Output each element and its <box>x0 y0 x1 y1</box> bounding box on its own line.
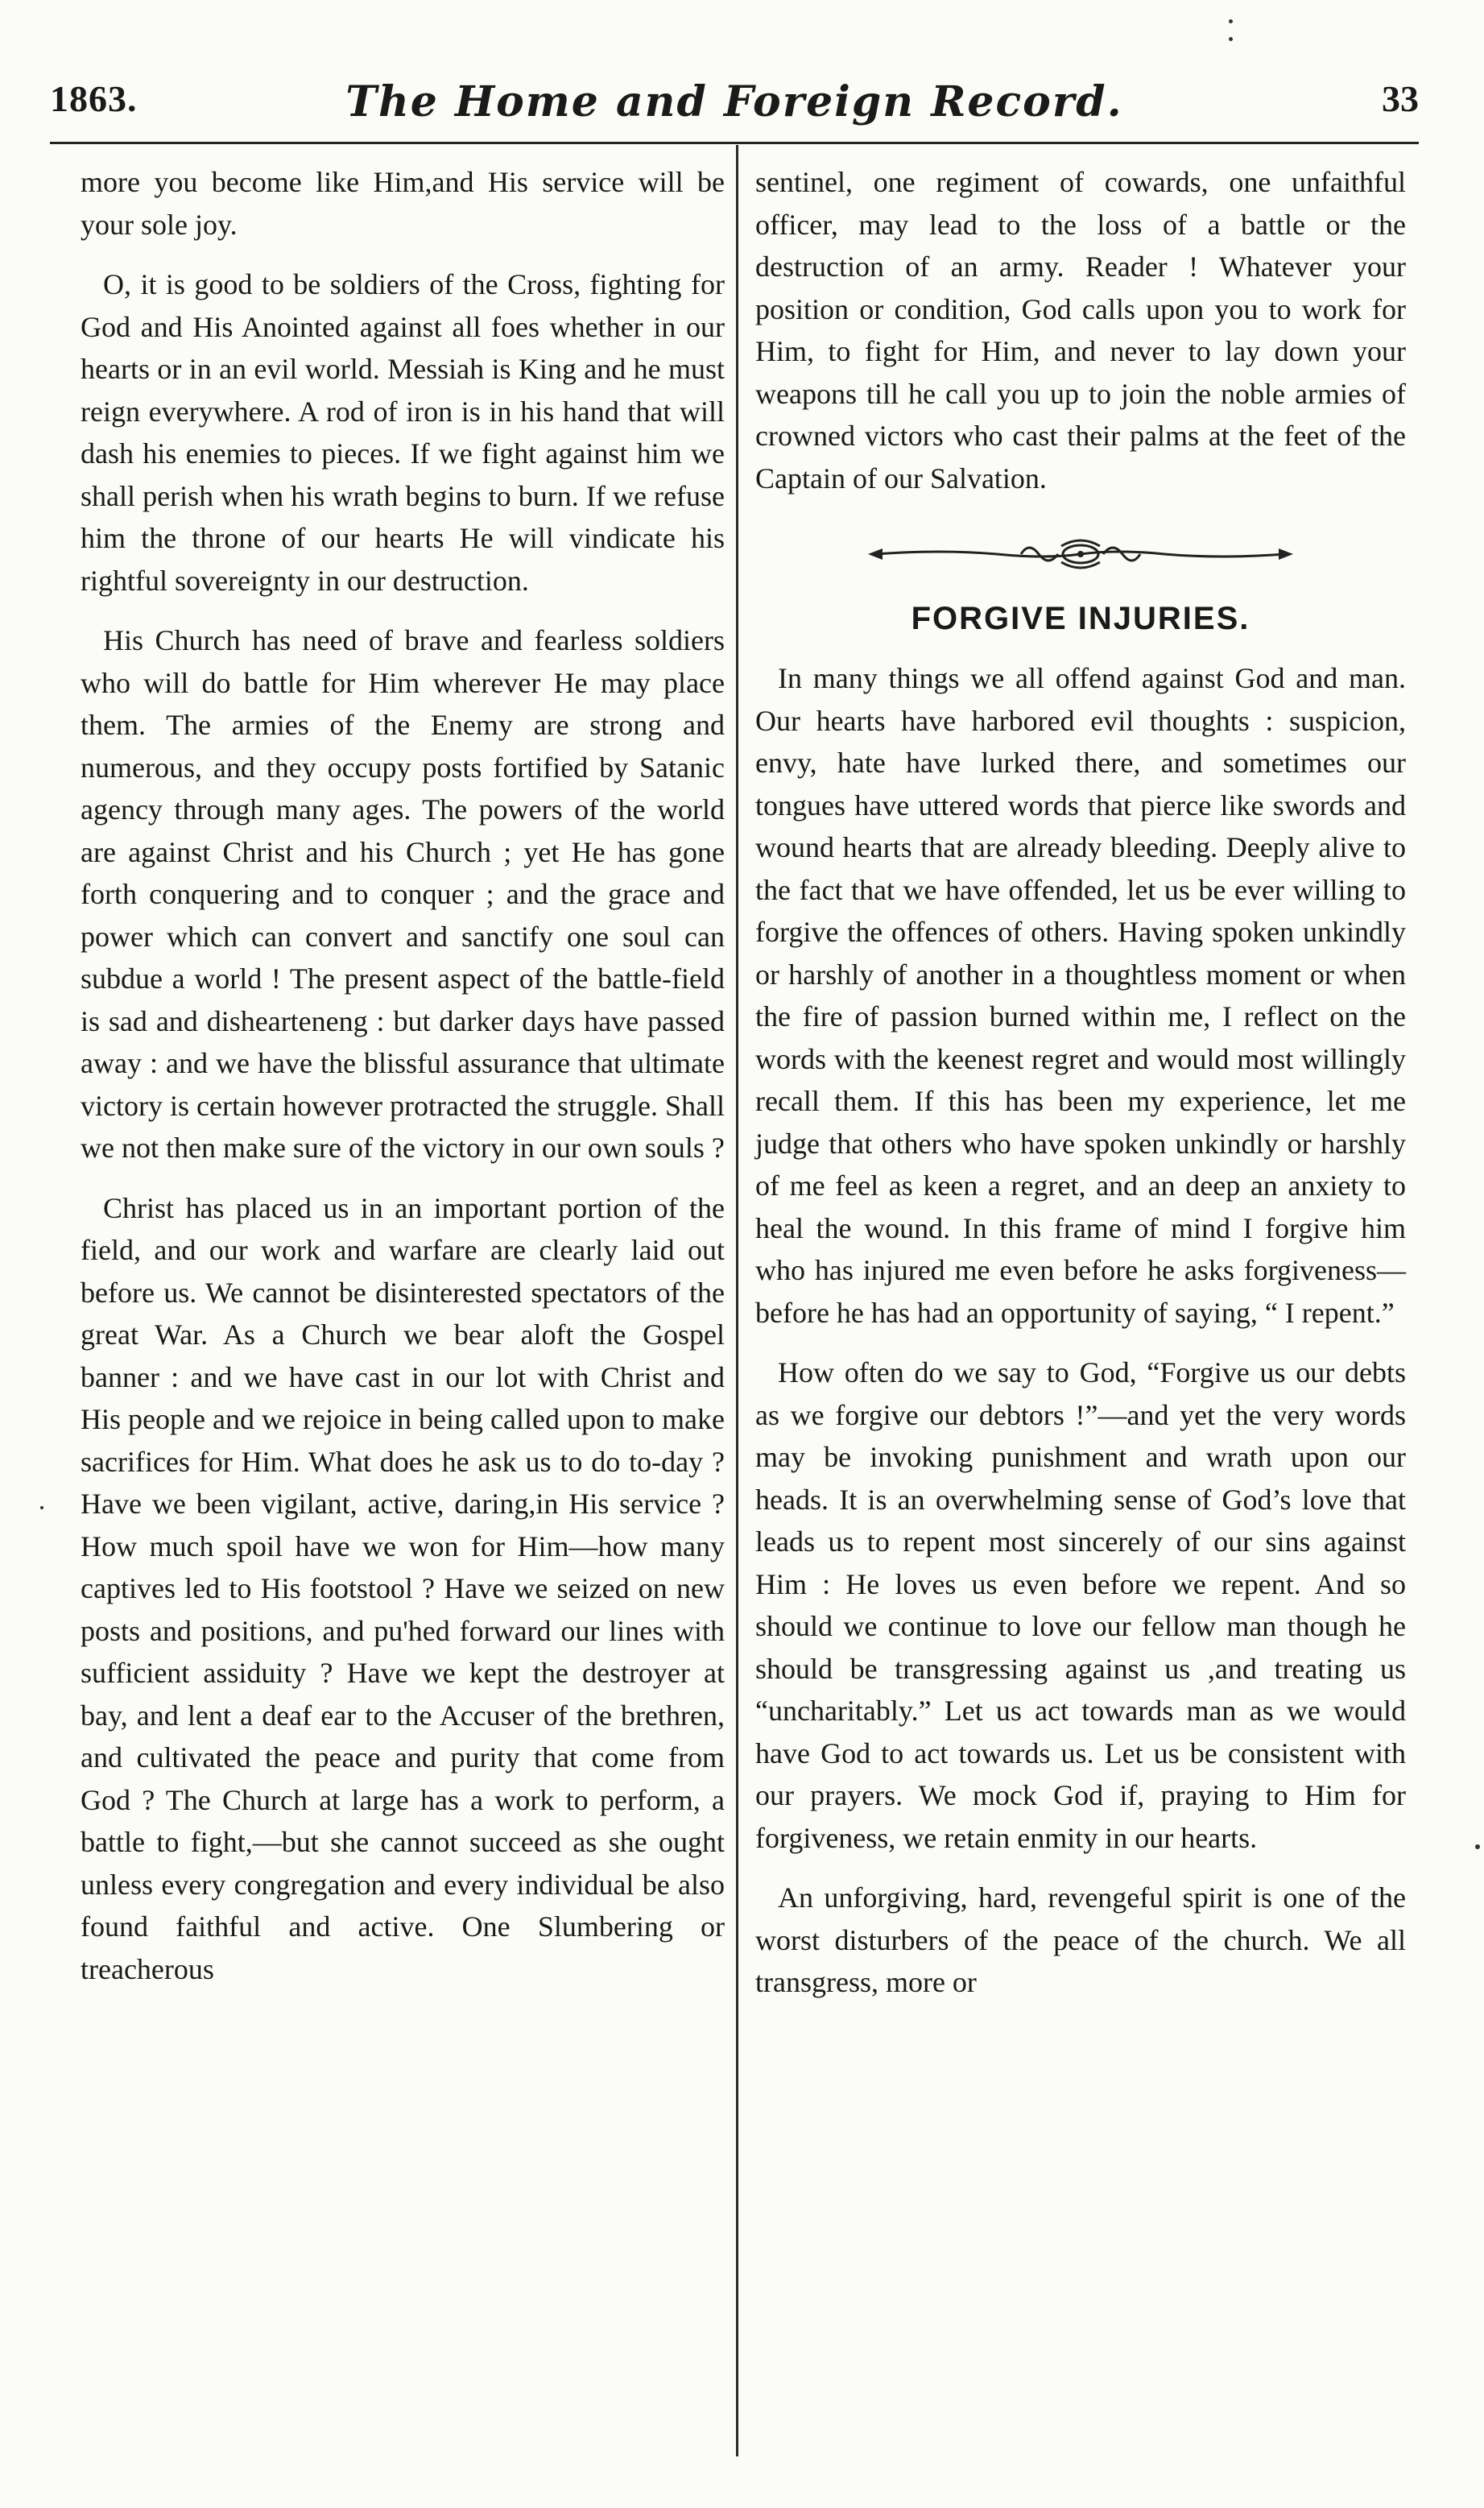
paragraph: more you become like Him,and His service will be your sole joy. <box>81 166 725 241</box>
header-title: The Home and Foreign Record. <box>345 77 1123 126</box>
speck <box>1229 37 1233 41</box>
paragraph: O, it is good to be soldiers of the Cross, fighting for God and His Anointed against all foes whether in our hearts or in an evil world. Messiah is King and he must reign everywhere. A rod of iron is in his hand that will dash his enemies to pieces. If we fight against him we shall perish when his wrath begins to burn. If we refuse him the throne of our hearts He will vindicate his rightful sovereignty in our destruction. <box>81 268 725 597</box>
paragraph: An unforgiving, hard, revengeful spirit is one of the worst disturbers of the peace of the church. We all transgress, more or <box>755 1881 1406 1998</box>
paragraph: In many things we all offend against God and man. Our hearts have harbored evil thoughts : suspicion, envy, hate have lurked there, and sometimes our tongues have uttered words that pierce like swords and wound hearts that are already bleeding. Deeply alive to the fact that we have offended, let us be ever willing to forgive the offences of others. Having spoken unkindly or harshly of another in a thoughtless moment or when the fire of passion burned within me, I reflect on the words with the keenest regret and would most willingly recall them. If this has been my experience, let me judge that others who have spoken unkindly or harshly of me feel as keen a regret, and an deep an anxiety to heal the wound. In this frame of mind I forgive him who has injured me even before he asks forgiveness—before he has had an opportunity of saying, “ I repent.” <box>755 662 1406 1329</box>
header-year: 1863. <box>50 78 138 119</box>
paragraph: How often do we say to God, “Forgive us our debts as we forgive our debtors !”—and yet the very words may be invoking punishment and wrath upon our heads. It is an overwhelming sense of God’s love that leads us to repent most sincerely of our sins against Him : He loves us even before we repent. And so should we continue to love our fellow man though he should be transgressing against us ,and treating us “uncharitably.” Let us act towards man as we would have God to act towards us. Let us be consistent with our prayers. We mock God if, praying to Him for forgiveness, we retain enmity in our hearts. <box>755 1356 1406 1854</box>
speck <box>1475 1844 1480 1849</box>
ornament-divider-icon <box>755 530 1406 578</box>
speck <box>1229 19 1233 23</box>
right-column <box>755 161 1406 2022</box>
header-rule <box>50 142 1419 144</box>
section-title: FORGIVE INJURIES. <box>911 601 1250 636</box>
page-number: 33 <box>1382 78 1419 119</box>
paragraph: His Church has need of brave and fearless soldiers who will do battle for Him wherever He may place them. The armies of the Enemy are strong and numerous, and they occupy posts fortified by Satanic agency through many ages. The powers of the world are against Christ and his Church ; yet He has gone forth conquering and to conquer ; and the grace and power which can convert and sanctify one soul can subdue a world ! The present aspect of the battle-field is sad and dishearteneng : but darker days have passed away : and we have the blissful assurance that ultimate victory is certain however protracted the struggle. Shall we not then make sure of the victory in our own souls ? <box>81 624 725 1164</box>
running-header <box>50 77 1419 134</box>
speck <box>40 1506 43 1509</box>
paragraph: sentinel, one regiment of cowards, one unfaithful officer, may lead to the loss of a battle or the destruction of an army. Reader ! Whatever your position or condition, God calls upon you to work for Him, to fight for Him, and never to lay down your weapons till he call you up to join the noble armies of crowned victors who cast their palms at the feet of the Captain of our Salvation. <box>755 166 1406 495</box>
left-column <box>81 161 725 2008</box>
paragraph: Christ has placed us in an important portion of the field, and our work and warfare are clearly laid out before us. We cannot be disinterested spectators of the great War. As a Church we bear aloft the Gospel banner : and we have cast in our lot with Christ and His people and we rejoice in being called upon to make sacrifices for Him. What does he ask us to do to-day ? Have we been vigilant, active, daring,in His service ? How much spoil have we won for Him—how many captives led to His footstool ? Have we seized on new posts and positions, and pu'hed forward our lines with sufficient assiduity ? Have we kept the destroyer at bay, and lent a deaf ear to the Accuser of the brethren, and cultivated the peace and purity that come from God ? The Church at large has a work to perform, a battle to fight,—but she cannot succeed as she ought unless every congregation and every individual be also found faithful and active. One Slumbering or treacherous <box>81 1191 725 1985</box>
column-divider <box>736 145 738 2456</box>
